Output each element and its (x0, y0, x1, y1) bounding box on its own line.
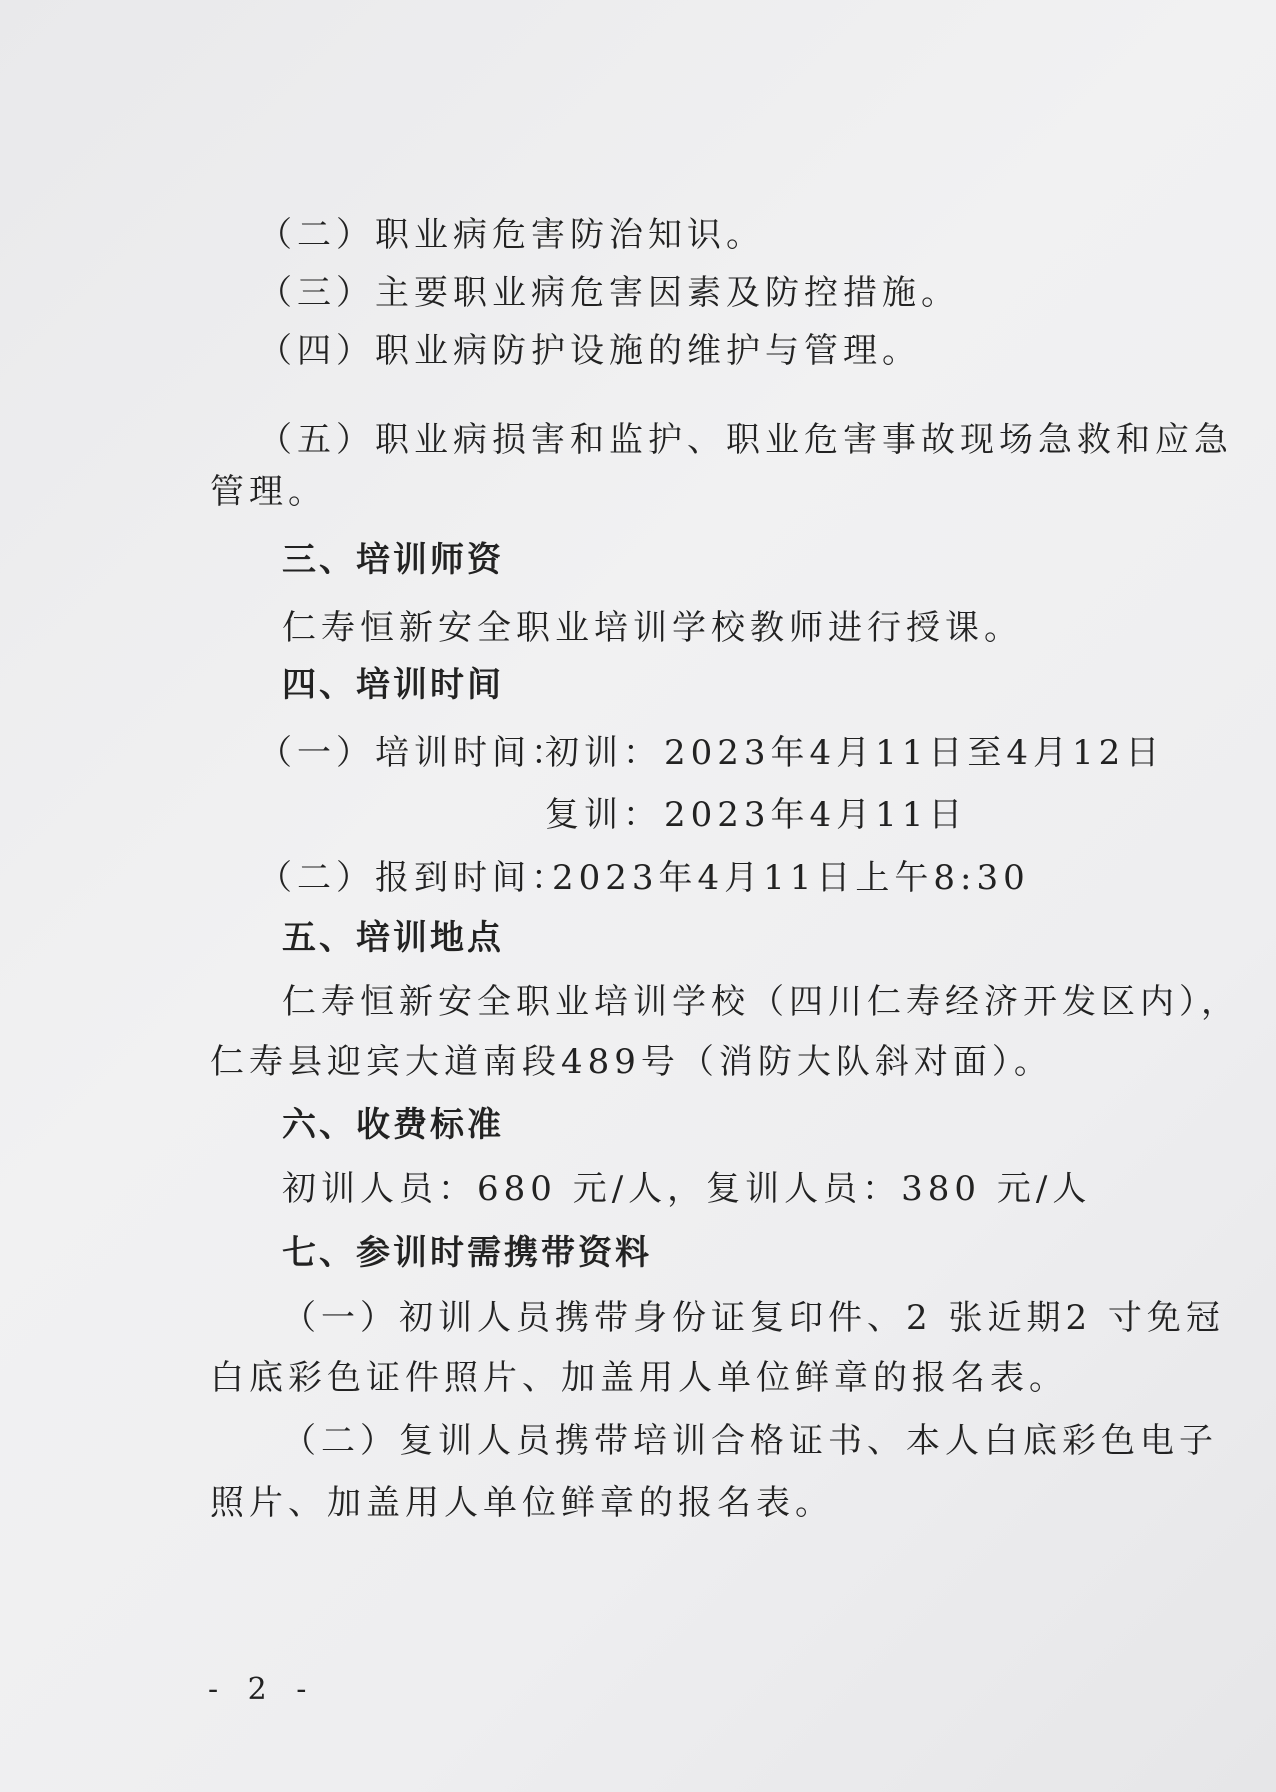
list-item-3: （三）主要职业病危害因素及防控措施。 (258, 273, 960, 313)
list-item-5-line2: 管理。 (210, 472, 327, 512)
section-7-item2-line2: 照片、加盖用人单位鲜章的报名表。 (210, 1483, 834, 1523)
section-5-line2: 仁寿县迎宾大道南段489号（消防大队斜对面）。 (210, 1042, 1053, 1082)
list-item-2: （二）职业病危害防治知识。 (258, 215, 765, 255)
section-5-line1: 仁寿恒新安全职业培训学校（四川仁寿经济开发区内）， (282, 982, 1240, 1022)
section-7-item2-line1: （二）复训人员携带培训合格证书、本人白底彩色电子 (282, 1421, 1218, 1461)
initial-training-label: 初训： (545, 733, 662, 773)
registration-time-value: 2023年4月11日上午8:30 (552, 858, 1030, 898)
section-3-heading: 三、培训师资 (282, 540, 504, 580)
registration-time-label: （二）报到时间： (258, 858, 570, 898)
refresh-training-label: 复训： (545, 795, 662, 835)
section-6-text: 初训人员：680 元/人，复训人员：380 元/人 (282, 1169, 1092, 1209)
section-7-item1-line1: （一）初训人员携带身份证复印件、2 张近期2 寸免冠 (282, 1298, 1225, 1338)
training-time-label: （一）培训时间： (258, 733, 570, 773)
section-4-heading: 四、培训时间 (282, 665, 504, 705)
refresh-training-date: 2023年4月11日 (664, 795, 968, 835)
section-7-item1-line2: 白底彩色证件照片、加盖用人单位鲜章的报名表。 (210, 1358, 1068, 1398)
section-5-heading: 五、培训地点 (282, 918, 504, 958)
list-item-5-line1: （五）职业病损害和监护、职业危害事故现场急救和应急 (258, 420, 1233, 460)
section-6-heading: 六、收费标准 (282, 1105, 504, 1145)
list-item-4: （四）职业病防护设施的维护与管理。 (258, 331, 921, 371)
section-3-text: 仁寿恒新安全职业培训学校教师进行授课。 (282, 608, 1023, 648)
initial-training-date: 2023年4月11日至4月12日 (664, 733, 1165, 773)
section-7-heading: 七、参训时需携带资料 (282, 1233, 652, 1273)
page-number: - 2 - (208, 1672, 317, 1707)
